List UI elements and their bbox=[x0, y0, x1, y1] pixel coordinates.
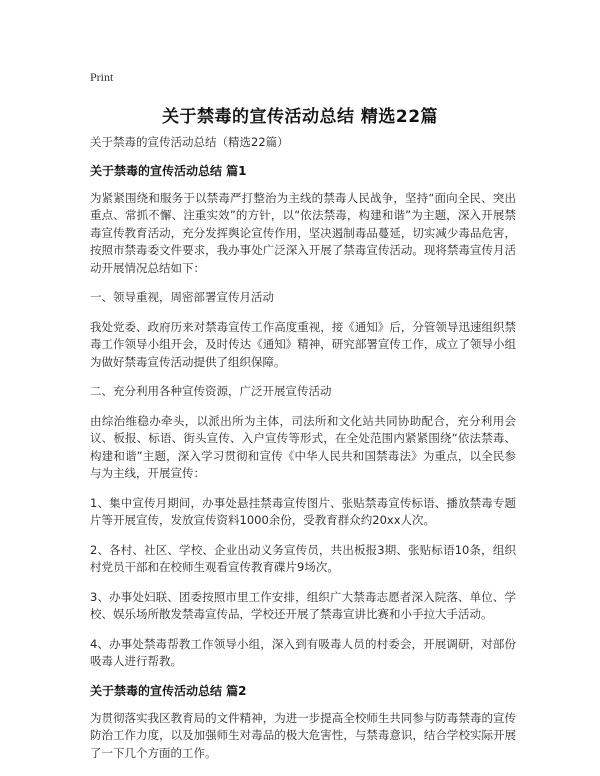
list-item-4: 4、办事处禁毒帮教工作领导小组，深入到有吸毒人员的村委会，开展调研，对部份吸毒人进行帮教。 bbox=[90, 636, 516, 668]
section-heading-1: 关于禁毒的宣传活动总结 篇1 bbox=[90, 163, 247, 178]
subheading-resources: 二、充分利用各种宣传资源，广泛开展宣传活动 bbox=[90, 384, 332, 398]
paragraph-leadership: 我处党委、政府历来对禁毒宣传工作高度重视，接《通知》后，分管领导迅速组织禁毒工作领导小组开会，及时传达《通知》精神，研究部署宣传工作，成立了领导小组为做好禁毒宣传活动提供了组织保障。 bbox=[90, 319, 516, 369]
document-subtitle: 关于禁毒的宣传活动总结（精选22篇） bbox=[90, 135, 289, 149]
document-body bbox=[90, 134, 516, 774]
paragraph-intro: 为紧紧围绕和服务于以禁毒严打整治为主线的禁毒人民战争，坚持“面向全民、突出重点、常抓不懈、注重实效”的方针，以“依法禁毒，构建和谐”为主题，深入开展禁毒宣传教育活动，充分发挥舆论宣传作用，坚决遏制毒品蔓延，切实减少毒品危害，按照市禁毒委文件要求，我办事处广泛深入开展了禁毒宣传活动。现将禁毒宣传月活动开展情况总结如下： bbox=[90, 190, 516, 275]
print-link[interactable]: Print bbox=[90, 70, 114, 84]
paragraph-resources: 由综治维稳办牵头，以派出所为主体，司法所和文化站共同协助配合，充分利用会议、板报、标语、街头宣传、入户宣传等形式，在全处范围内紧紧围绕“依法禁毒、构建和谐”主题，深入学习贯彻和宣传《中华人民共和国禁毒法》为重点，以全民参与为主线，开展宣传： bbox=[90, 413, 516, 480]
list-item-3: 3、办事处妇联、团委按照市里工作安排，组织广大禁毒志愿者深入院落、单位、学校、娱乐场所散发禁毒宣传品，学校还开展了禁毒宣讲比赛和小手拉大手活动。 bbox=[90, 589, 516, 621]
document-title: 关于禁毒的宣传活动总结 精选22篇 bbox=[161, 107, 439, 127]
paragraph-section2: 为贯彻落实我区教育局的文件精神，为进一步提高全校师生共同参与防毒禁毒的宣传防治工作力度，以及加强师生对毒品的极大危害性，与禁毒意识，结合学校实际开展了一下几个方面的工作。 bbox=[90, 710, 516, 760]
subheading-leadership: 一、领导重视，周密部署宣传月活动 bbox=[90, 290, 274, 304]
list-item-1: 1、集中宣传月期间，办事处悬挂禁毒宣传图片、张贴禁毒宣传标语、播放禁毒专题片等开展宣传，发放宣传资料1000余份，受教育群众约20xx人次。 bbox=[90, 495, 516, 527]
list-item-2: 2、各村、社区、学校、企业出动义务宣传员，共出板报3期、张贴标语10条，组织村党员干部和在校师生观看宣传教育碟片9场次。 bbox=[90, 542, 516, 574]
section-heading-2: 关于禁毒的宣传活动总结 篇2 bbox=[90, 683, 247, 698]
